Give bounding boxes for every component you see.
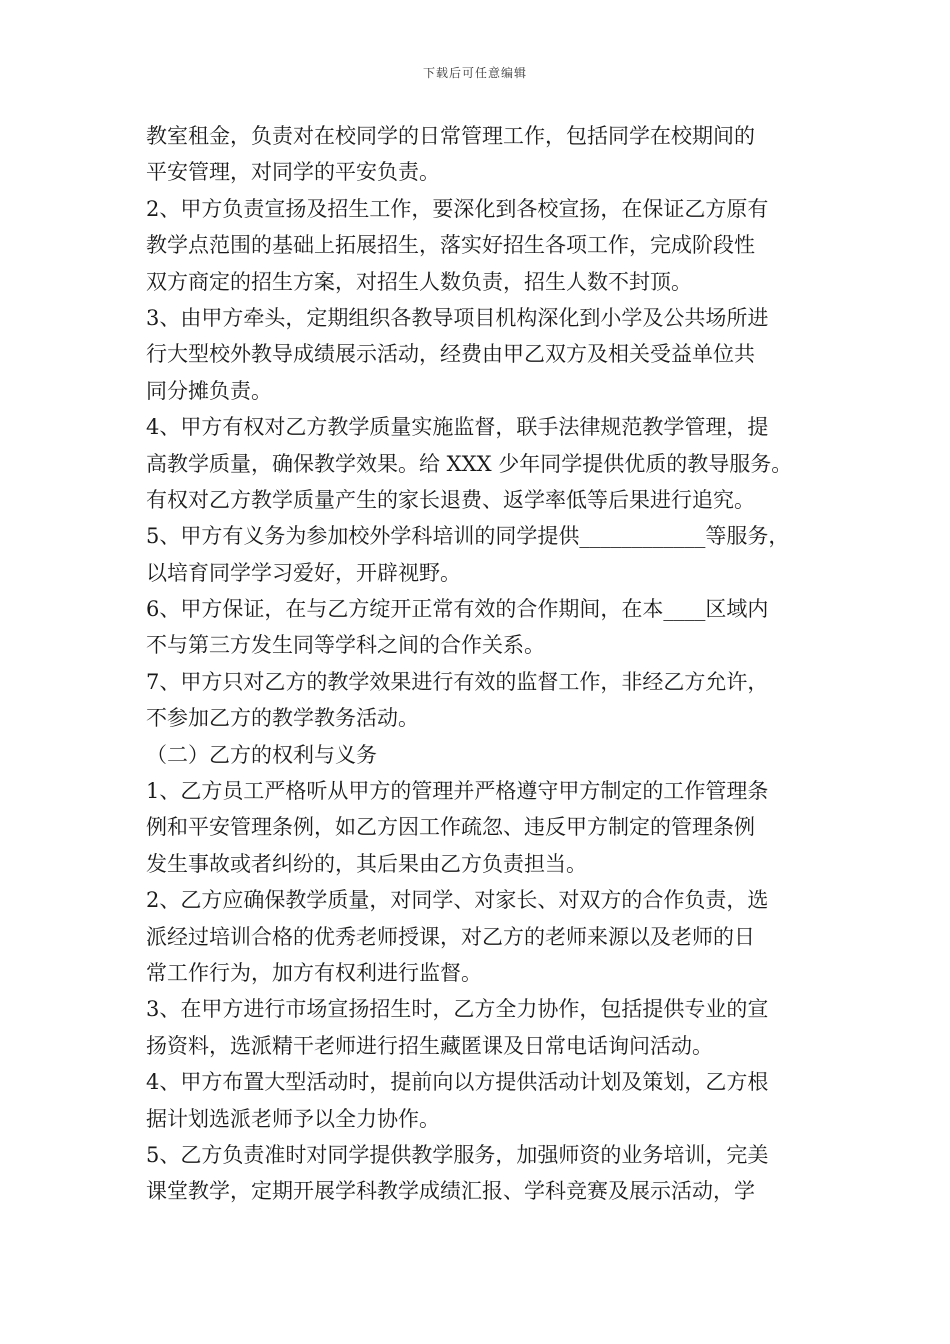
text-line: 5、乙方负责准时对同学提供教学服务，加强师资的业务培训，完美 bbox=[146, 1142, 769, 1167]
text-line: 派经过培训合格的优秀老师授课，对乙方的老师来源以及老师的日 bbox=[146, 924, 755, 949]
text-line: 行大型校外教导成绩展示活动，经费由甲乙双方及相关受益单位共 bbox=[146, 342, 755, 367]
text-line: 课堂教学，定期开展学科教学成绩汇报、学科竞赛及展示活动，学 bbox=[146, 1179, 755, 1204]
text-line: 不参加乙方的教学教务活动。 bbox=[146, 706, 419, 731]
text-line: 例和平安管理条例，如乙方因工作疏忽、违反甲方制定的管理条例 bbox=[146, 815, 755, 840]
text-line: 双方商定的招生方案，对招生人数负责，招生人数不封顶。 bbox=[146, 269, 692, 294]
section-heading: （二）乙方的权利与义务 bbox=[146, 742, 377, 767]
text-line: 7、甲方只对乙方的教学效果进行有效的监督工作，非经乙方允许， bbox=[146, 669, 769, 694]
text-line: 2、甲方负责宣扬及招生工作，要深化到各校宣扬，在保证乙方原有 bbox=[146, 196, 769, 221]
text-line: 不与第三方发生同等学科之间的合作关系。 bbox=[146, 633, 545, 658]
text-line: 4、甲方有权对乙方教学质量实施监督，联手法律规范教学管理，提 bbox=[146, 415, 769, 440]
text-line: 教室租金，负责对在校同学的日常管理工作，包括同学在校期间的 bbox=[146, 124, 755, 148]
text-line: 3、由甲方牵头，定期组织各教导项目机构深化到小学及公共场所进 bbox=[146, 305, 769, 330]
text-line: 1、乙方员工严格听从甲方的管理并严格遵守甲方制定的工作管理条 bbox=[146, 779, 769, 804]
document-body bbox=[146, 118, 818, 1210]
text-line: 发生事故或者纠纷的，其后果由乙方负责担当。 bbox=[146, 851, 587, 876]
text-line: 以培育同学学习爱好，开辟视野。 bbox=[146, 560, 461, 585]
text-line: 平安管理，对同学的平安负责。 bbox=[146, 160, 440, 185]
text-line: 扬资料，选派精干老师进行招生藏匿课及日常电话询问活动。 bbox=[146, 1033, 713, 1058]
text-line: 同分摊负责。 bbox=[146, 378, 272, 403]
text-line: 常工作行为，加方有权利进行监督。 bbox=[146, 960, 482, 985]
text-line: 6、甲方保证，在与乙方绽开正常有效的合作期间，在本____区域内 bbox=[146, 597, 769, 622]
text-line: 2、乙方应确保教学质量，对同学、对家长、对双方的合作负责，选 bbox=[146, 888, 769, 913]
text-line: 高教学质量，确保教学效果。给 XXX 少年同学提供优质的教导服务。 bbox=[146, 451, 793, 476]
text-line: 有权对乙方教学质量产生的家长退费、返学率低等后果进行追究。 bbox=[146, 487, 755, 512]
text-line: 教学点范围的基础上拓展招生，落实好招生各项工作，完成阶段性 bbox=[146, 233, 755, 258]
text-line: 据计划选派老师予以全力协作。 bbox=[146, 1106, 440, 1131]
text-line: 5、甲方有义务为参加校外学科培训的同学提供____________等服务， bbox=[146, 524, 790, 549]
page-header: 下载后可任意编辑 bbox=[422, 66, 527, 80]
text-line: 4、甲方布置大型活动时，提前向以方提供活动计划及策划，乙方根 bbox=[146, 1070, 769, 1095]
text-line: 3、在甲方进行市场宣扬招生时，乙方全力协作，包括提供专业的宣 bbox=[146, 997, 769, 1022]
